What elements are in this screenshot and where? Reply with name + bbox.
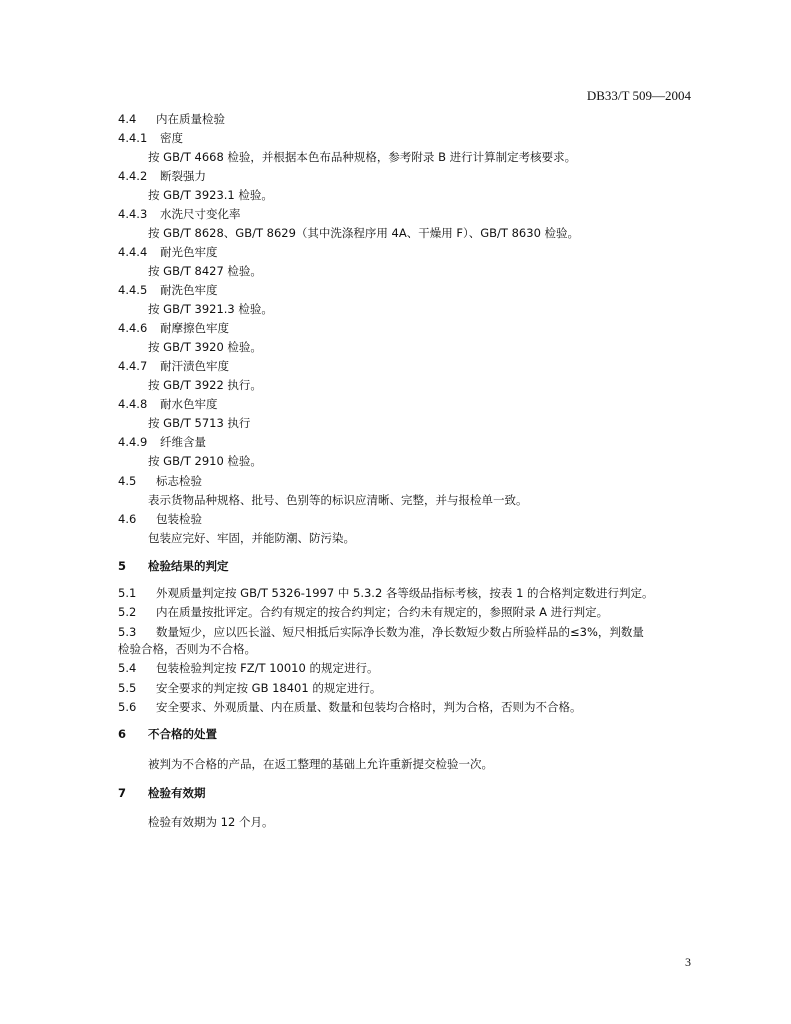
subsection-heading: 4.4.4 耐光色牢度 — [118, 245, 218, 259]
chapter-heading: 6 不合格的处置 — [118, 727, 217, 741]
paragraph: 检验有效期为 12 个月。 — [148, 815, 274, 829]
subsection-heading: 4.4.1 密度 — [118, 131, 183, 145]
paragraph: 按 GB/T 8628、GB/T 8629（其中洗涤程序用 4A、干燥用 F）、GB/T 8630 检验。 — [148, 226, 580, 240]
clause: 5.4 包装检验判定按 FZ/T 10010 的规定进行。 — [118, 661, 379, 675]
section-heading: 4.5 标志检验 — [118, 474, 202, 488]
paragraph: 包装应完好、牢固，并能防潮、防污染。 — [148, 531, 355, 545]
chapter-heading: 7 检验有效期 — [118, 786, 206, 800]
paragraph: 按 GB/T 3923.1 检验。 — [148, 188, 273, 202]
paragraph: 被判为不合格的产品，在返工整理的基础上允许重新提交检验一次。 — [148, 757, 493, 771]
clause: 5.6 安全要求、外观质量、内在质量、数量和包装均合格时，判为合格，否则为不合格。 — [118, 700, 582, 714]
clause: 5.3 数量短少，应以匹长溢、短尺相抵后实际净长数为准，净长数短少数占所验样品的≤3%，判数量 — [118, 625, 644, 639]
clause: 5.2 内在质量按批评定。合约有规定的按合约判定；合约未有规定的，参照附录 A 进行判定。 — [118, 605, 609, 619]
subsection-heading: 4.4.8 耐水色牢度 — [118, 397, 218, 411]
subsection-heading: 4.4.2 断裂强力 — [118, 169, 206, 183]
section-heading: 4.6 包装检验 — [118, 512, 202, 526]
section-heading: 4.4 内在质量检验 — [118, 112, 225, 126]
subsection-heading: 4.4.7 耐汗渍色牢度 — [118, 359, 229, 373]
paragraph: 按 GB/T 2910 检验。 — [148, 454, 262, 468]
clause: 5.1 外观质量判定按 GB/T 5326-1997 中 5.3.2 各等级品指标考核，按表 1 的合格判定数进行判定。 — [118, 586, 654, 600]
subsection-heading: 4.4.9 纤维含量 — [118, 435, 206, 449]
paragraph: 按 GB/T 8427 检验。 — [148, 264, 262, 278]
paragraph: 表示货物品种规格、批号、色别等的标识应清晰、完整，并与报检单一致。 — [148, 493, 528, 507]
paragraph: 按 GB/T 3922 执行。 — [148, 378, 262, 392]
clause: 5.5 安全要求的判定按 GB 18401 的规定进行。 — [118, 681, 382, 695]
paragraph: 按 GB/T 3920 检验。 — [148, 340, 262, 354]
clause-continuation: 检验合格，否则为不合格。 — [118, 642, 256, 656]
document-code-header: DB33/T 509—2004 — [586, 88, 691, 103]
subsection-heading: 4.4.3 水洗尺寸变化率 — [118, 207, 241, 221]
paragraph: 按 GB/T 5713 执行 — [148, 416, 251, 430]
paragraph: 按 GB/T 3921.3 检验。 — [148, 302, 273, 316]
page-number: 3 — [685, 955, 691, 969]
paragraph: 按 GB/T 4668 检验，并根据本色布品种规格，参考附录 B 进行计算制定考核要求。 — [148, 150, 577, 164]
subsection-heading: 4.4.5 耐洗色牢度 — [118, 283, 218, 297]
subsection-heading: 4.4.6 耐摩擦色牢度 — [118, 321, 229, 335]
chapter-heading: 5 检验结果的判定 — [118, 559, 229, 573]
